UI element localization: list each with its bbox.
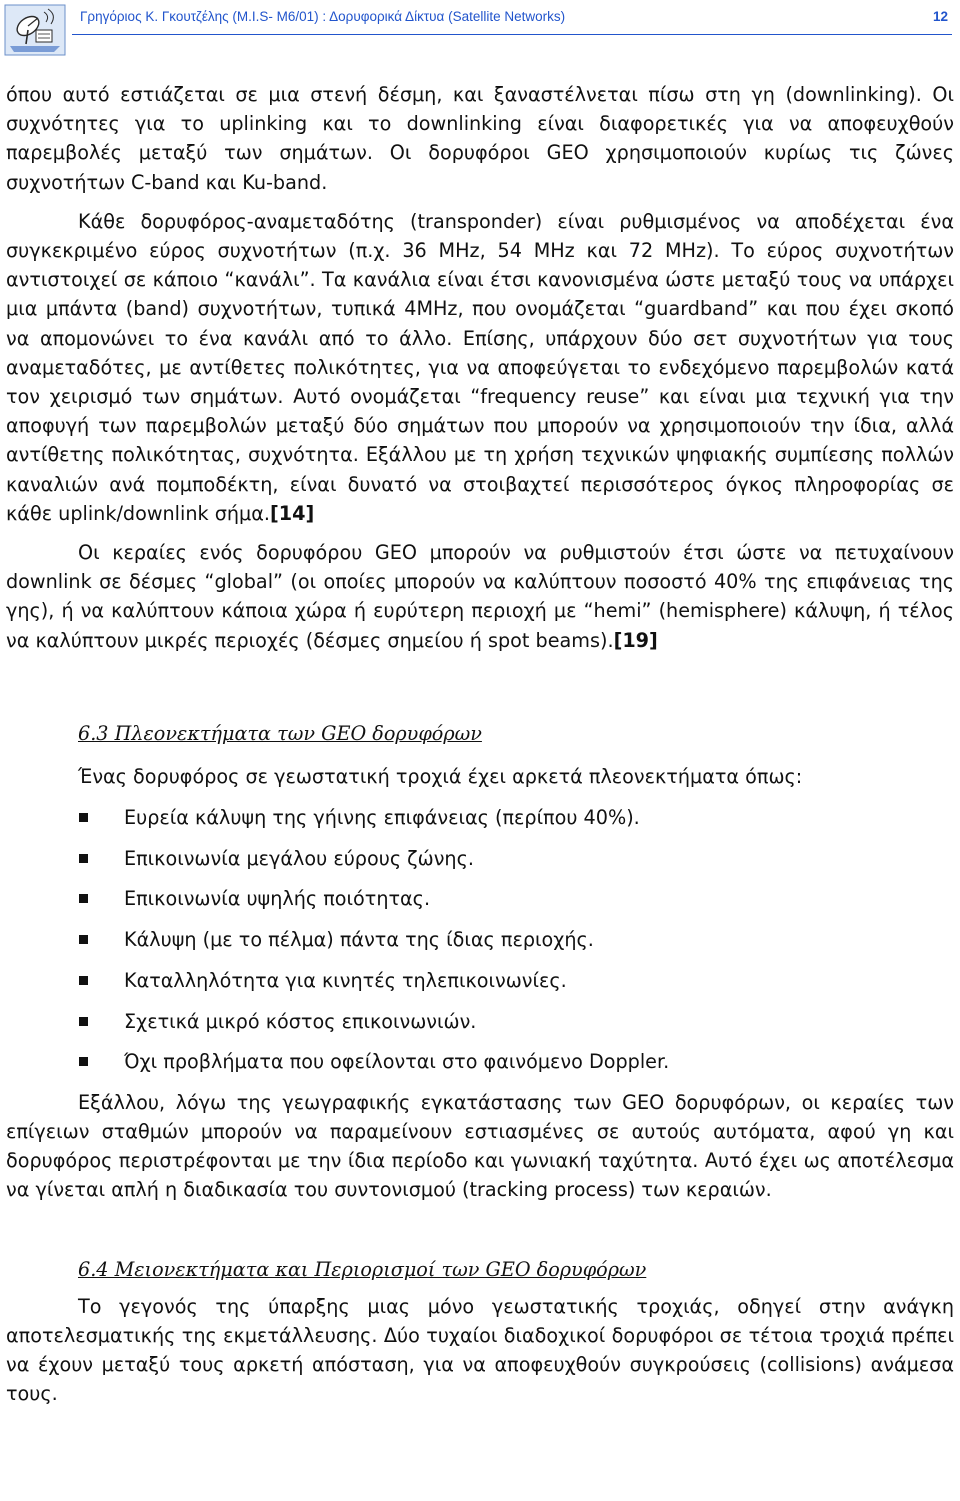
- page-header: [0, 0, 960, 60]
- square-bullet-icon: [79, 1017, 88, 1026]
- advantages-list: [6, 803, 954, 1076]
- paragraph-downlinking: όπου αυτό εστιάζεται σε μια στενή δέσμη, και ξαναστέλνεται πίσω στη γη (downlinking). Οι συχνότητες για το uplinking και το downlinking είναι διαφορετικές για να αποφευχθούν παρεμβολές μεταξύ των σημάτων. Οι δορυφόροι GEO χρησιμοποιούν κυρίως τις ζώνες συχνοτήτων C-band και Ku-band.: [6, 83, 954, 194]
- list-item: Κάλυψη (με το πέλμα) πάντα της ίδιας περιοχής.: [6, 925, 954, 954]
- paragraph-orbit: Το γεγονός της ύπαρξης μιας μόνο γεωστατικής τροχιάς, οδηγεί στην ανάγκη αποτελεσματικής της εκμετάλλευσης. Δύο τυχαίοι διαδοχικοί δορυφόροι σε τέτοια τροχιά πρέπει να έχουν μεταξύ τους αρκετή απόσταση, για να αποφευχθούν συγκρούσεις (collisions) ανάμεσα τους.: [6, 1294, 954, 1406]
- spacer: [6, 665, 954, 719]
- list-item: Ευρεία κάλυψη της γήινης επιφάνειας (περίπου 40%).: [6, 803, 954, 832]
- paragraph-transponder: [6, 207, 954, 528]
- advantages-intro: Ένας δορυφόρος σε γεωστατική τροχιά έχει αρκετά πλεονεκτήματα όπως:: [78, 764, 803, 788]
- document-body: [6, 80, 954, 1419]
- square-bullet-icon: [79, 1057, 88, 1066]
- square-bullet-icon: [79, 894, 88, 903]
- list-item: Καταλληλότητα για κινητές τηλεπικοινωνίες.: [6, 966, 954, 995]
- citation-ref: [14]: [270, 501, 315, 525]
- list-item: Σχετικά μικρό κόστος επικοινωνιών.: [6, 1007, 954, 1036]
- header-divider: [72, 34, 952, 35]
- citation-ref: [19]: [613, 628, 658, 652]
- paragraph-text: Κάθε δορυφόρος-αναμεταδότης (transponder) είναι ρυθμισμένος να αποδέχεται ένα συγκεκριμένο εύρος συχνοτήτων (π.χ. 36 MHz, 54 MHz και 72 MHz). Το εύρος συχνοτήτων αντιστοιχεί σε κάποιο “κανάλι”. Τα κανάλια είναι έτσι κανονισμένα ώστε μεταξύ τους να υπάρχει μια μπάντα (band) συχνοτήτων, τυπικά 4MHz, που ονομάζεται “guardband” και που έχει σκοπό να απομονώνει το ένα κανάλι από το άλλο. Επίσης, υπάρχουν δύο σετ συχνοτήτων για τους αναμεταδότες, με αντίθετες πολικότητες, για να αποφεύγεται το ενδεχόμενο παρεμβολών κατά τον χειρισμό των σημάτων. Αυτό ονομάζεται “frequency reuse” και είναι μια τεχνική για την αποφυγή των παρεμβολών μεταξύ δύο σημάτων που μπορούν να χρησιμοποιούν την ίδια, αλλά αντίθετης πολικότητας, συχνότητα. Εξάλλου με τη χρήση τεχνικών ψηφιακής συμπίεσης πολλών καναλιών ανά πομποδέκτη, είναι δυνατό να στοιβαχτεί περισσότερος όγκος πληροφορίας σε κάθε uplink/downlink σήμα.: [6, 209, 954, 525]
- list-item: Επικοινωνία μεγάλου εύρους ζώνης.: [6, 844, 954, 873]
- paragraph-text: Οι κεραίες ενός δορυφόρου GEO μπορούν να ρυθμιστούν έτσι ώστε να πετυχαίνουν downlink σε δέσμες “global” (οι οποίες μπορούν να καλύπτουν ποσοστό 40% της επιφάνειας της γης), ή να καλύπτουν κάποια χώρα ή ευρύτερη περιοχή με “hemi” (hemisphere) κάλυψη, ή τέλος να καλύπτουν μικρές περιοχές (δέσμες σημείου ή spot beams).: [6, 541, 954, 652]
- square-bullet-icon: [79, 854, 88, 863]
- spacer: [6, 1215, 954, 1255]
- header-title: Γρηγόριος Κ. Γκουτζέλης (Μ.Ι.S- M6/01) : Δορυφορικά Δίκτυα (Satellite Networks): [80, 9, 566, 24]
- section-heading-advantages: 6.3 Πλεονεκτήματα των GEO δορυφόρων: [78, 721, 482, 745]
- satellite-dish-logo: [4, 4, 66, 56]
- paragraph-antennas: [6, 538, 954, 655]
- paragraph-tracking: Εξάλλου, λόγω της γεωγραφικής εγκατάστασης των GEO δορυφόρων, οι κεραίες των επίγειων σταθμών μπορούν να παραμείνουν εστιασμένες σε αυτούς αυτόματα, αφού γη και δορυφόρος περιστρέφονται με την ίδια περίοδο και γωνιακή ταχύτητα. Αυτό έχει ως αποτέλεσμα να γίνεται απλή η διαδικασία του συντονισμού (tracking process) των κεραιών.: [6, 1090, 954, 1202]
- page-number: 12: [932, 9, 948, 24]
- square-bullet-icon: [79, 976, 88, 985]
- list-item: Όχι προβλήματα που οφείλονται στο φαινόμενο Doppler.: [6, 1047, 954, 1076]
- square-bullet-icon: [79, 935, 88, 944]
- list-item: Επικοινωνία υψηλής ποιότητας.: [6, 884, 954, 913]
- square-bullet-icon: [79, 813, 88, 822]
- section-heading-disadvantages: 6.4 Μειονεκτήματα και Περιορισμοί των GEO δορυφόρων: [78, 1257, 647, 1281]
